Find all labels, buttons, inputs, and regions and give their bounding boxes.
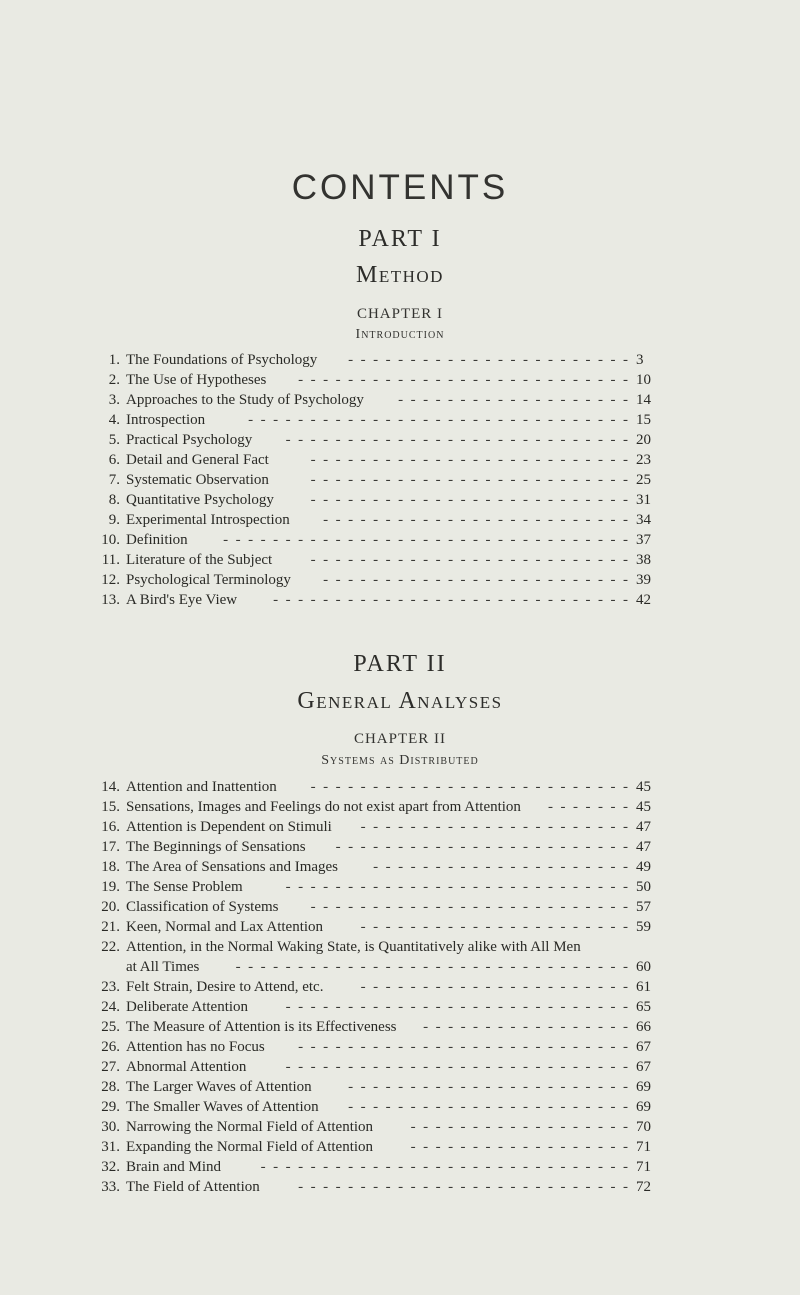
entry-title: Attention is Dependent on Stimuli	[126, 819, 332, 835]
entry-page-number: 47	[636, 839, 651, 855]
entry-title: Practical Psychology	[126, 432, 253, 448]
entry-number: 19.	[101, 879, 120, 895]
toc-entry	[96, 470, 666, 490]
entry-number: 7.	[108, 472, 120, 488]
entry-title: Definition	[126, 532, 188, 548]
entry-title: Systematic Observation	[126, 472, 269, 488]
entry-title: Approaches to the Study of Psychology	[126, 392, 364, 408]
entry-title: The Sense Problem	[126, 879, 243, 895]
entry-page-number: 3	[636, 352, 644, 368]
entry-number: 30.	[101, 1119, 120, 1135]
entry-number: 27.	[101, 1059, 120, 1075]
dot-leader: - - - - - - - - - - - - - - - - - - - - - - -	[348, 1079, 628, 1095]
entry-title: The Measure of Attention is its Effectiveness	[126, 1019, 397, 1035]
toc-entry	[96, 937, 666, 977]
dot-leader: - - - - - - - - - - - - - - - - - - -	[398, 392, 628, 408]
entry-title: The Beginnings of Sensations	[126, 839, 306, 855]
toc-entry	[96, 977, 666, 997]
entry-page-number: 45	[636, 799, 651, 815]
dot-leader: - - - - - - - - - - - - - - - - - - - - - - -	[348, 1099, 628, 1115]
entry-page-number: 60	[636, 959, 651, 975]
toc-entry	[96, 1037, 666, 1057]
entry-number: 33.	[101, 1179, 120, 1195]
contents-title: CONTENTS	[291, 168, 509, 207]
entry-number: 14.	[101, 779, 120, 795]
part-1-title: PART I	[358, 226, 442, 252]
toc-entry	[96, 777, 666, 797]
entry-number: 11.	[101, 552, 120, 568]
entry-title: Felt Strain, Desire to Attend, etc.	[126, 979, 324, 995]
entry-page-number: 47	[636, 819, 651, 835]
entry-number: 20.	[101, 899, 120, 915]
toc-entry	[96, 877, 666, 897]
dot-leader: - - - - - - - - - - - - - - - - - - - - - - - - - - - - - -	[260, 1159, 628, 1175]
toc-entry	[96, 1017, 666, 1037]
entry-page-number: 45	[636, 779, 651, 795]
toc-entry	[96, 1077, 666, 1097]
entry-page-number: 61	[636, 979, 651, 995]
entry-page-number: 34	[636, 512, 651, 528]
entry-number: 17.	[101, 839, 120, 855]
entry-title: Keen, Normal and Lax Attention	[126, 919, 324, 935]
entry-title: Narrowing the Normal Field of Attention	[126, 1119, 374, 1135]
dot-leader: - - - - - - - - - - - - - - - - - - - - - - -	[348, 352, 628, 368]
entry-page-number: 57	[636, 899, 651, 915]
dot-leader: - - - - - - - - - - - - - - - - - - - - -	[373, 859, 628, 875]
entry-page-number: 38	[636, 552, 651, 568]
entry-title: The Area of Sensations and Images	[126, 859, 339, 875]
entry-number: 31.	[101, 1139, 120, 1155]
entry-number: 6.	[108, 452, 120, 468]
entry-number: 28.	[101, 1079, 120, 1095]
entry-number: 1.	[108, 352, 120, 368]
entry-page-number: 25	[636, 472, 651, 488]
entry-title: Deliberate Attention	[126, 999, 249, 1015]
dot-leader: - - - - - - - - - - - - - - - - - -	[410, 1139, 628, 1155]
toc-entry	[96, 857, 666, 877]
entry-title: Introspection	[126, 412, 206, 428]
entry-page-number: 67	[636, 1059, 651, 1075]
entry-number: 25.	[101, 1019, 120, 1035]
toc-entry	[96, 797, 666, 817]
dot-leader: - - - - - - - - - - - - - - - - - - - - - - - - - - - - - - - - -	[223, 532, 628, 548]
entry-title: Literature of the Subject	[126, 552, 273, 568]
entry-page-number: 42	[636, 592, 651, 608]
toc-entry	[96, 997, 666, 1017]
entry-title: Classification of Systems	[126, 899, 279, 915]
dot-leader: - - - - - - - - - - - - - - - - - - - - - - - - - -	[310, 552, 628, 568]
entry-title: The Use of Hypotheses	[126, 372, 267, 388]
dot-leader: - - - - - - - - - - - - - - - - - - - - - - - - - - - -	[285, 1059, 628, 1075]
entry-page-number: 15	[636, 412, 651, 428]
entry-title: Experimental Introspection	[126, 512, 290, 528]
entry-title: Brain and Mind	[126, 1159, 221, 1175]
entry-number: 22.	[101, 939, 120, 955]
entry-page-number: 66	[636, 1019, 651, 1035]
entry-number: 13.	[101, 592, 120, 608]
entry-title: Abnormal Attention	[126, 1059, 247, 1075]
dot-leader: - - - - - - - - - - - - - - - - - - - - - - - - -	[323, 512, 628, 528]
entry-title: Attention and Inattention	[126, 779, 277, 795]
entry-number: 16.	[101, 819, 120, 835]
part-2-title: PART II	[353, 651, 447, 677]
entry-number: 29.	[101, 1099, 120, 1115]
toc-entry	[96, 897, 666, 917]
part-2-subtitle: General Analyses	[297, 688, 503, 714]
entry-page-number: 65	[636, 999, 651, 1015]
dot-leader: - - - - - - - - - - - - - - - - - - - - - - - - - -	[310, 452, 628, 468]
toc-entry	[96, 1057, 666, 1077]
chapter-2-title: CHAPTER II	[353, 731, 447, 747]
entry-page-number: 37	[636, 532, 651, 548]
toc-entry	[96, 1097, 666, 1117]
entry-number: 24.	[101, 999, 120, 1015]
dot-leader: - - - - - - - - - - - - - - - - - - - - - - - - -	[323, 572, 628, 588]
dot-leader: - - - - - - - - - - - - - - - - - - - - - - - - - -	[310, 472, 628, 488]
entry-page-number: 31	[636, 492, 651, 508]
entry-page-number: 50	[636, 879, 651, 895]
entry-number: 12.	[101, 572, 120, 588]
entry-page-number: 49	[636, 859, 651, 875]
entry-title: The Foundations of Psychology	[126, 352, 318, 368]
toc-part-2	[96, 777, 666, 1197]
toc-entry	[96, 570, 666, 590]
entry-title: Attention, in the Normal Waking State, is Quantitatively alike with All Men	[126, 939, 581, 955]
dot-leader: - - - - - - - - - - - - - - - - - - - - - - - - - - - - - - -	[248, 412, 628, 428]
entry-page-number: 20	[636, 432, 651, 448]
entry-page-number: 59	[636, 919, 651, 935]
toc-entry	[96, 1157, 666, 1177]
entry-page-number: 71	[636, 1139, 651, 1155]
entry-number: 4.	[108, 412, 120, 428]
dot-leader: - - - - - - - - - - - - - - - - - - - - - - - - - - - - - - - -	[235, 959, 628, 975]
toc-entry	[96, 390, 666, 410]
part-1-subtitle: Method	[356, 262, 444, 288]
dot-leader: - - - - - - - - - - - - - - - - - - - - - - - - - - - -	[285, 879, 628, 895]
toc-entry	[96, 917, 666, 937]
entry-number: 21.	[101, 919, 120, 935]
dot-leader: - - - - - - - - - - - - - - - - - - - - - -	[360, 819, 628, 835]
toc-entry	[96, 350, 666, 370]
entry-title: Detail and General Fact	[126, 452, 269, 468]
dot-leader: - - - - - - - - - - - - - - - - - -	[410, 1119, 628, 1135]
toc-entry	[96, 590, 666, 610]
entry-number: 18.	[101, 859, 120, 875]
dot-leader: - - - - - - - - - - - - - - - - - - - - - - - - - - - -	[285, 999, 628, 1015]
dot-leader: - - - - - - - - - - - - - - - - - - - - - - - - - -	[310, 492, 628, 508]
entry-title-continued: at All Times	[126, 959, 200, 975]
entry-page-number: 67	[636, 1039, 651, 1055]
entry-number: 3.	[108, 392, 120, 408]
toc-entry	[96, 817, 666, 837]
entry-title: Quantitative Psychology	[126, 492, 274, 508]
dot-leader: - - - - - - - - - - - - - - - - -	[423, 1019, 628, 1035]
dot-leader: - - - - - - - - - - - - - - - - - - - - - -	[360, 979, 628, 995]
chapter-1-title: CHAPTER I	[356, 306, 444, 322]
entry-page-number: 72	[636, 1179, 651, 1195]
entry-title: Sensations, Images and Feelings do not exist apart from Attention	[126, 799, 521, 815]
entry-page-number: 10	[636, 372, 651, 388]
dot-leader: - - - - - - - - - - - - - - - - - - - - - - - - - - -	[298, 1179, 628, 1195]
toc-entry	[96, 370, 666, 390]
entry-title: The Larger Waves of Attention	[126, 1079, 312, 1095]
toc-entry	[96, 490, 666, 510]
dot-leader: - - - - - - - - - - - - - - - - - - - - - - - - - - -	[298, 372, 628, 388]
entry-number: 9.	[108, 512, 120, 528]
chapter-2-subtitle: Systems as Distributed	[321, 753, 479, 768]
dot-leader: - - - - - - -	[548, 799, 628, 815]
entry-page-number: 14	[636, 392, 651, 408]
entry-number: 15.	[101, 799, 120, 815]
dot-leader: - - - - - - - - - - - - - - - - - - - - - - - -	[335, 839, 628, 855]
entry-page-number: 69	[636, 1079, 651, 1095]
entry-number: 10.	[101, 532, 120, 548]
entry-page-number: 71	[636, 1159, 651, 1175]
toc-entry	[96, 410, 666, 430]
entry-number: 2.	[108, 372, 120, 388]
entry-page-number: 23	[636, 452, 651, 468]
entry-title: Psychological Terminology	[126, 572, 291, 588]
entry-number: 26.	[101, 1039, 120, 1055]
entry-number: 23.	[101, 979, 120, 995]
entry-title: Attention has no Focus	[126, 1039, 265, 1055]
entry-number: 8.	[108, 492, 120, 508]
dot-leader: - - - - - - - - - - - - - - - - - - - - - - - - - -	[310, 779, 628, 795]
toc-entry	[96, 1117, 666, 1137]
toc-entry	[96, 1177, 666, 1197]
chapter-1-subtitle: Introduction	[355, 327, 445, 342]
toc-entry	[96, 1137, 666, 1157]
dot-leader: - - - - - - - - - - - - - - - - - - - - - - - - - - - - -	[273, 592, 628, 608]
toc-entry	[96, 510, 666, 530]
dot-leader: - - - - - - - - - - - - - - - - - - - - - - - - - - - -	[285, 432, 628, 448]
entry-title: Expanding the Normal Field of Attention	[126, 1139, 374, 1155]
entry-number: 32.	[101, 1159, 120, 1175]
toc-part-1	[96, 350, 666, 610]
toc-entry	[96, 430, 666, 450]
toc-entry	[96, 530, 666, 550]
dot-leader: - - - - - - - - - - - - - - - - - - - - - -	[360, 919, 628, 935]
toc-entry	[96, 450, 666, 470]
entry-title: The Field of Attention	[126, 1179, 260, 1195]
dot-leader: - - - - - - - - - - - - - - - - - - - - - - - - - - -	[298, 1039, 628, 1055]
entry-title: A Bird's Eye View	[126, 592, 238, 608]
dot-leader: - - - - - - - - - - - - - - - - - - - - - - - - - -	[310, 899, 628, 915]
entry-page-number: 69	[636, 1099, 651, 1115]
entry-page-number: 70	[636, 1119, 651, 1135]
toc-entry	[96, 837, 666, 857]
entry-title: The Smaller Waves of Attention	[126, 1099, 319, 1115]
entry-page-number: 39	[636, 572, 651, 588]
toc-entry	[96, 550, 666, 570]
entry-number: 5.	[108, 432, 120, 448]
